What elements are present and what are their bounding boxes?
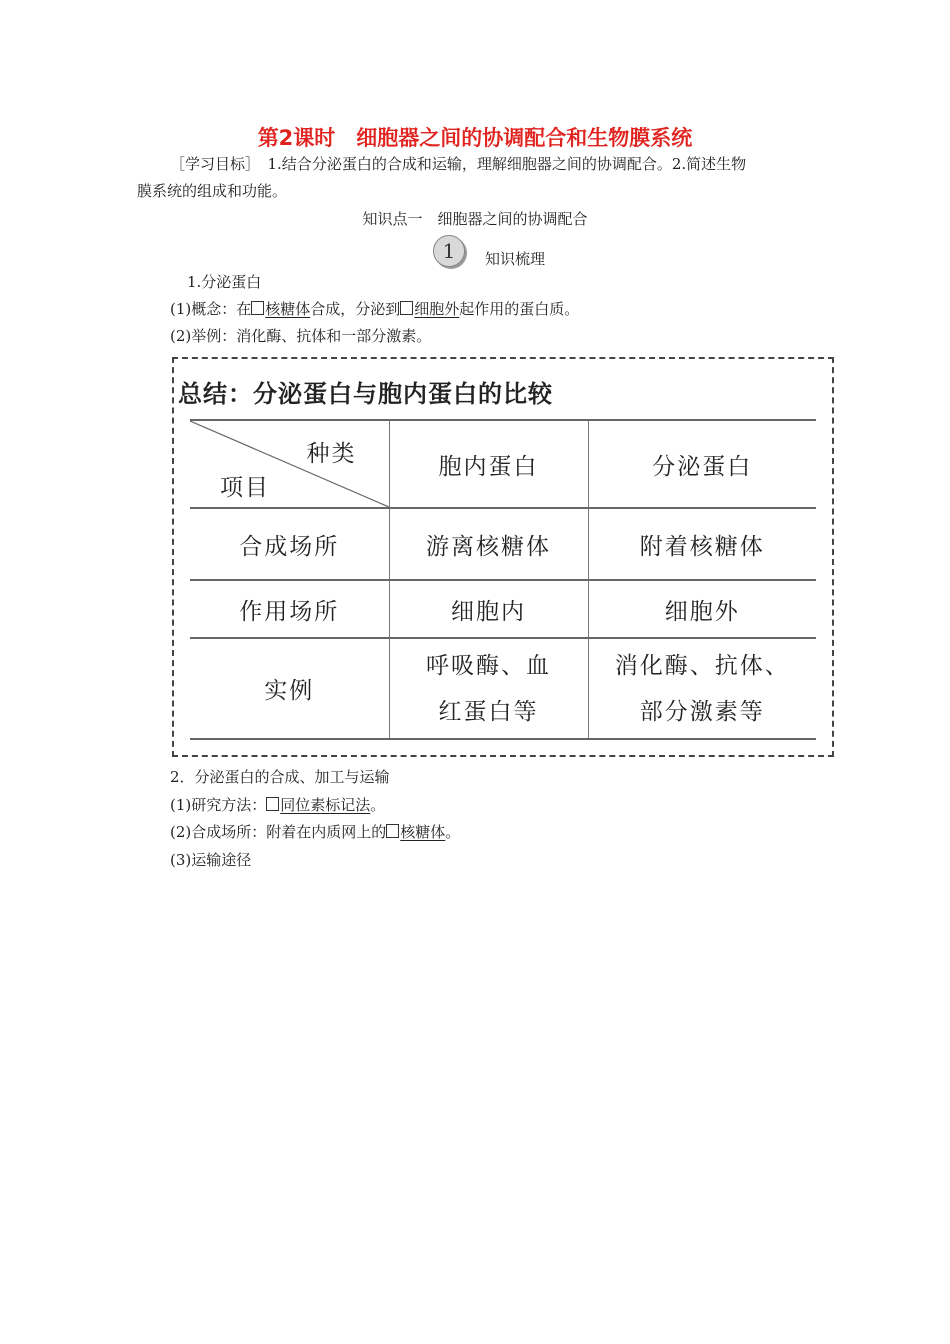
table-header-row [190, 420, 816, 508]
objectives-line-1: ［学习目标］ 1.结合分泌蛋白的合成和运输，理解细胞器之间的协调配合。2.简述生物 [170, 155, 747, 173]
objectives-line-2: 膜系统的组成和功能。 [137, 182, 288, 200]
page-title: 第2课时 细胞器之间的协调配合和生物膜系统 [257, 126, 693, 150]
table-cell: 游离核糖体 [389, 508, 588, 580]
table-cell: 附着核糖体 [588, 508, 816, 580]
section-number-badge: 1 [433, 235, 465, 267]
concept-line [170, 300, 579, 318]
method-prefix: (1)研究方法： [170, 796, 267, 814]
route-line: (3)运输途径 [170, 851, 252, 869]
item2-heading: 2．分泌蛋白的合成、加工与运输 [170, 768, 390, 786]
method-suffix: 。 [370, 796, 386, 814]
corner-cell [190, 420, 389, 508]
cell-line: 部分激素等 [639, 698, 765, 725]
cell-line: 红蛋白等 [438, 698, 539, 725]
method-line [170, 796, 385, 814]
table-cell [389, 638, 588, 739]
site-suffix: 。 [445, 823, 461, 841]
corner-top-label: 种类 [306, 441, 357, 467]
cell-line: 呼吸酶、血 [426, 652, 551, 679]
concept-suffix: 起作用的蛋白质。 [459, 300, 580, 318]
blank-box-icon [251, 301, 264, 315]
column-header-2: 分泌蛋白 [588, 420, 816, 508]
site-blank: 核糖体 [400, 823, 446, 841]
concept-blank-2: 细胞外 [414, 300, 460, 318]
blank-box-icon [386, 824, 399, 838]
summary-title: 总结：分泌蛋白与胞内蛋白的比较 [178, 380, 553, 408]
table-cell: 细胞内 [389, 580, 588, 638]
table-cell: 细胞外 [588, 580, 816, 638]
example-line: (2)举例：消化酶、抗体和一部分激素。 [170, 327, 432, 345]
concept-prefix: (1)概念：在 [170, 300, 252, 318]
blank-box-icon [400, 301, 413, 315]
blank-box-icon [266, 797, 279, 811]
method-blank: 同位素标记法 [280, 796, 371, 814]
table-row [190, 508, 816, 580]
concept-blank-1: 核糖体 [265, 300, 311, 318]
item1-heading: 1.分泌蛋白 [187, 273, 262, 291]
table-cell [588, 638, 816, 739]
row-label: 合成场所 [190, 508, 389, 580]
row-label: 实例 [190, 638, 389, 739]
site-line [170, 823, 460, 841]
column-header-1: 胞内蛋白 [389, 420, 588, 508]
badge-label: 知识梳理 [485, 250, 546, 268]
comparison-table [190, 419, 816, 740]
table-row [190, 580, 816, 638]
section-heading: 知识点一 细胞器之间的协调配合 [362, 210, 588, 228]
site-prefix: (2)合成场所：附着在内质网上的 [170, 823, 387, 841]
cell-line: 消化酶、抗体、 [614, 652, 790, 679]
concept-mid: 合成，分泌到 [310, 300, 401, 318]
row-label: 作用场所 [190, 580, 389, 638]
table-row [190, 638, 816, 739]
corner-bottom-label: 项目 [220, 475, 270, 501]
